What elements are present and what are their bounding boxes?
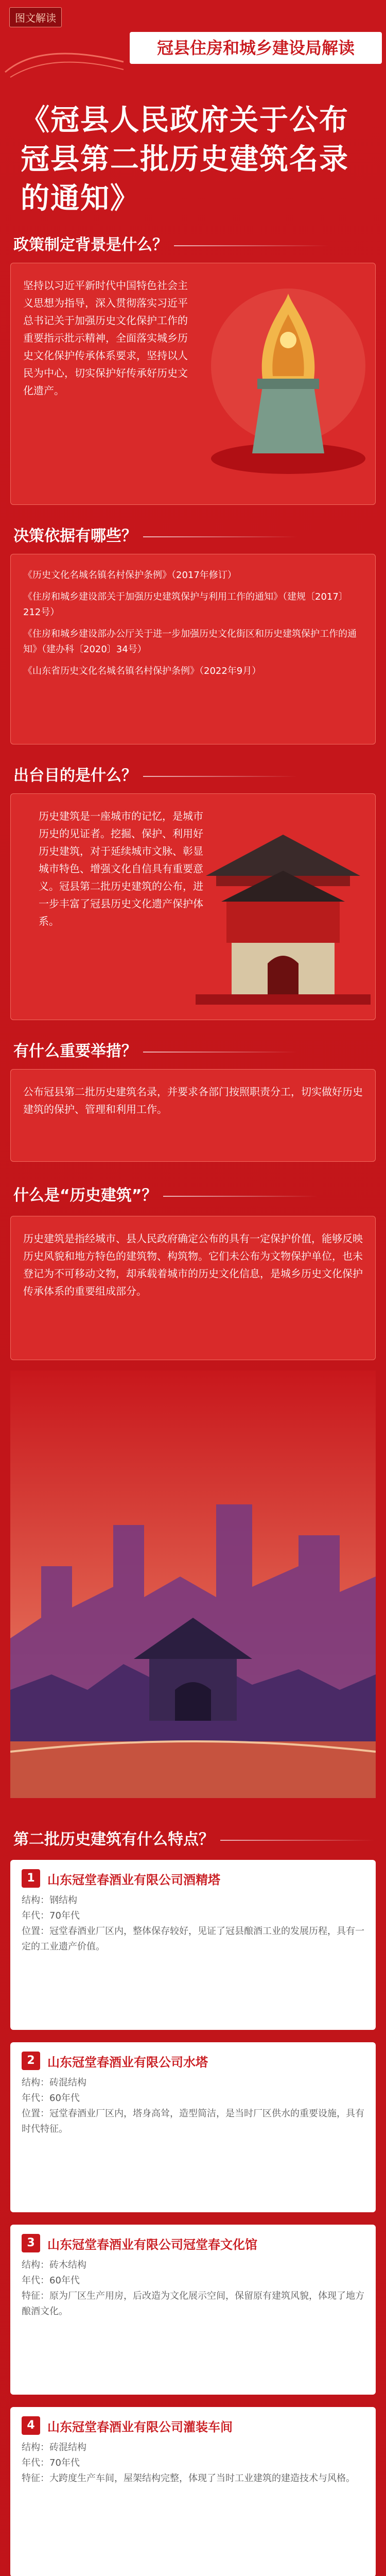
- basis-panel: [10, 554, 376, 744]
- building-number: 1: [22, 1869, 40, 1888]
- article-tag: 图文解读: [9, 7, 62, 27]
- building-name: 山东冠堂春酒业有限公司灌装车间: [47, 2419, 233, 2434]
- roof-decoration-icon: [0, 21, 129, 82]
- building-structure: 结构：砖混结构: [22, 2077, 86, 2088]
- ancient-gate-icon: [196, 804, 371, 1010]
- building-description: 位置：冠堂春酒业厂区内，整体保存较好，见证了冠县酿酒工业的发展历程，具有一定的工业遗产价值。: [22, 1926, 364, 1952]
- what-text: 历史建筑是指经城市、县人民政府确定公布的具有一定保护价值，能够反映历史风貌和地方特色的建筑物、构筑物。它们未公布为文物保护单位，也未登记为不可移动文物，却承载着城市的历史文化信息，是城乡历史文化保护传承体系的重要组成部分。: [23, 1232, 363, 1297]
- building-structure: 结构：钢结构: [22, 1895, 77, 1906]
- building-year: 年代：60年代: [22, 2275, 80, 2286]
- basis-item: 《历史文化名城名镇名村保护条例》（2017年修订）: [23, 570, 237, 581]
- section-heading-basis: 决策依据有哪些？: [13, 523, 297, 546]
- building-year: 年代：60年代: [22, 2093, 80, 2104]
- basis-item: 《住房和城乡建设部办公厅关于进一步加强历史文化街区和历史建筑保护工作的通知》（建办科〔2020〕34号）: [23, 629, 357, 655]
- building-name: 山东冠堂春酒业有限公司冠堂春文化馆: [47, 2237, 257, 2252]
- building-description: 特征：大跨度生产车间，屋架结构完整，体现了当时工业建筑的建造技术与风格。: [22, 2473, 355, 2484]
- what-panel: [10, 1216, 376, 1360]
- building-description: 特征：原为厂区生产用房，后改造为文化展示空间，保留原有建筑风貌，体现了地方酿酒文化。: [22, 2291, 364, 2317]
- measures-text: 公布冠县第二批历史建筑名录，并要求各部门按照职责分工，切实做好历史建筑的保护、管理和利用工作。: [23, 1086, 363, 1115]
- building-card: [10, 2225, 376, 2395]
- building-card: [10, 2042, 376, 2212]
- building-structure: 结构：砖木结构: [22, 2260, 86, 2270]
- reason-text: 历史建筑是一座城市的记忆，是城市历史的见证者。挖掘、保护、利用好历史建筑，对于延续城市文脉、彰显城市特色、增强文化自信具有重要意义。冠县第二批历史建筑的公布，进一步丰富了冠县历史文化遗产保护体系。: [39, 810, 203, 927]
- section-heading-measures: 有什么重要举措？: [13, 1038, 297, 1061]
- section-heading-reason: 出台目的是什么？: [13, 762, 297, 785]
- section-heading-buildings: 第二批历史建筑有什么特点？: [13, 1826, 375, 1849]
- building-name: 山东冠堂春酒业有限公司酒精塔: [47, 1872, 220, 1887]
- building-description: 位置：冠堂春酒业厂区内，塔身高耸，造型简洁，是当时厂区供水的重要设施，具有时代特征。: [22, 2108, 364, 2134]
- building-year: 年代：70年代: [22, 2458, 80, 2468]
- cultural-relic-icon: [206, 268, 371, 495]
- buildings-list: [10, 1860, 376, 2576]
- issuer-banner: 冠县住房和城乡建设局解读: [130, 32, 382, 64]
- building-card: [10, 1860, 376, 2030]
- building-number: 2: [22, 2052, 40, 2070]
- basis-item: 《住房和城乡建设部关于加强历史建筑保护与利用工作的通知》（建规〔2017〕212号）: [23, 591, 348, 618]
- building-number: 3: [22, 2234, 40, 2252]
- building-card: [10, 2407, 376, 2576]
- building-year: 年代：70年代: [22, 1910, 80, 1921]
- building-name: 山东冠堂春酒业有限公司水塔: [47, 2055, 208, 2070]
- background-text: 坚持以习近平新时代中国特色社会主义思想为指导，深入贯彻落实习近平总书记关于加强历史文化保护工作的重要指示批示精神，全面落实城乡历史文化保护传承体系要求，坚持以人民为中心，切实保护好传承好历史文化遗产。: [23, 279, 188, 397]
- building-number: 4: [22, 2416, 40, 2435]
- building-structure: 结构：砖混结构: [22, 2442, 86, 2453]
- basis-item: 《山东省历史文化名城名镇名村保护条例》（2022年9月）: [23, 666, 261, 676]
- section-heading-background: 政策制定背景是什么？: [13, 232, 328, 255]
- city-skyline-icon: [10, 1370, 376, 1798]
- measures-panel: [10, 1069, 376, 1162]
- section-heading-what: 什么是“历史建筑”？: [13, 1182, 318, 1205]
- document-title: 《冠县人民政府关于公布冠县第二批历史建筑名录的通知》: [21, 104, 349, 215]
